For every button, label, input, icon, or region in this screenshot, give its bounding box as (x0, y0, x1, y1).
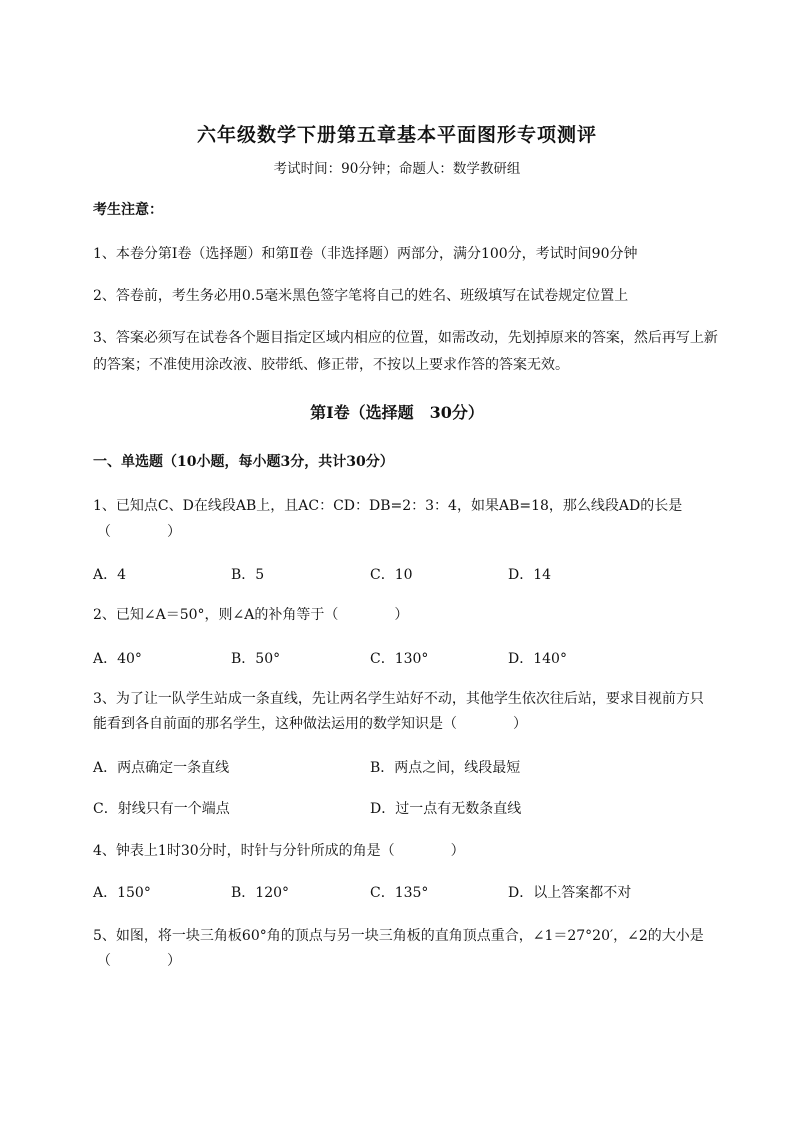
option-b[interactable]: B．两点之间，线段最短 (370, 760, 521, 776)
question-5-stem: 5、如图，将一块三角板60°角的顶点与另一块三角板的直角顶点重合，∠1＝27°20′，∠2的大小是 (93, 928, 704, 944)
option-b[interactable]: B．5 (231, 567, 265, 583)
question-4-stem: 4、钟表上1时30分时，时针与分针所成的角是（ ） (93, 843, 465, 859)
exam-subtitle: 考试时间：90分钟；命题人：数学教研组 (273, 161, 521, 177)
part-title: 一、单选题（10小题，每小题3分，共计30分） (93, 454, 394, 470)
question-3-stem: 3、为了让一队学生站成一条直线，先让两名学生站好不动，其他学生依次往后站，要求目视前方只 (93, 691, 704, 707)
question-3-stem-cont: 能看到各自前面的那名学生，这种做法运用的数学知识是（ ） (93, 716, 527, 732)
notice-item: 2、答卷前，考生务必用0.5毫米黑色签字笔将自己的姓名、班级填写在试卷规定位置上 (93, 288, 629, 304)
option-c[interactable]: C．射线只有一个端点 (93, 801, 230, 817)
notice-item: 3、答案必须写在试卷各个题目指定区域内相应的位置，如需改动，先划掉原来的答案，然后再写上新 (93, 330, 718, 346)
option-a[interactable]: A．两点确定一条直线 (93, 760, 230, 776)
option-d[interactable]: D．140° (508, 651, 567, 667)
notice-item: 的答案；不准使用涂改液、胶带纸、修正带，不按以上要求作答的答案无效。 (93, 357, 569, 373)
option-c[interactable]: C．10 (370, 567, 413, 583)
notice-heading: 考生注意： (93, 202, 163, 218)
option-a[interactable]: A．150° (93, 885, 151, 901)
option-b[interactable]: B．120° (231, 885, 290, 901)
section-title: 第I卷（选择题 30分） (310, 403, 484, 422)
option-a[interactable]: A．4 (93, 567, 127, 583)
question-1-stem: 1、已知点C、D在线段AB上，且AC：CD：DB=2：3：4，如果AB=18，那么线段AD的长是 (93, 498, 683, 514)
question-1-blank: （ ） (97, 524, 181, 540)
option-d[interactable]: D．14 (508, 567, 552, 583)
option-d[interactable]: D．以上答案都不对 (508, 885, 632, 901)
option-d[interactable]: D．过一点有无数条直线 (370, 801, 522, 817)
option-a[interactable]: A．40° (93, 651, 142, 667)
option-b[interactable]: B．50° (231, 651, 281, 667)
option-c[interactable]: C．135° (370, 885, 429, 901)
question-2-stem: 2、已知∠A＝50°，则∠A的补角等于（ ） (93, 607, 409, 623)
option-c[interactable]: C．130° (370, 651, 429, 667)
question-5-blank: （ ） (97, 953, 181, 969)
notice-item: 1、本卷分第I卷（选择题）和第Ⅱ卷（非选择题）两部分，满分100分，考试时间90分钟 (93, 246, 638, 262)
exam-title: 六年级数学下册第五章基本平面图形专项测评 (196, 124, 597, 146)
